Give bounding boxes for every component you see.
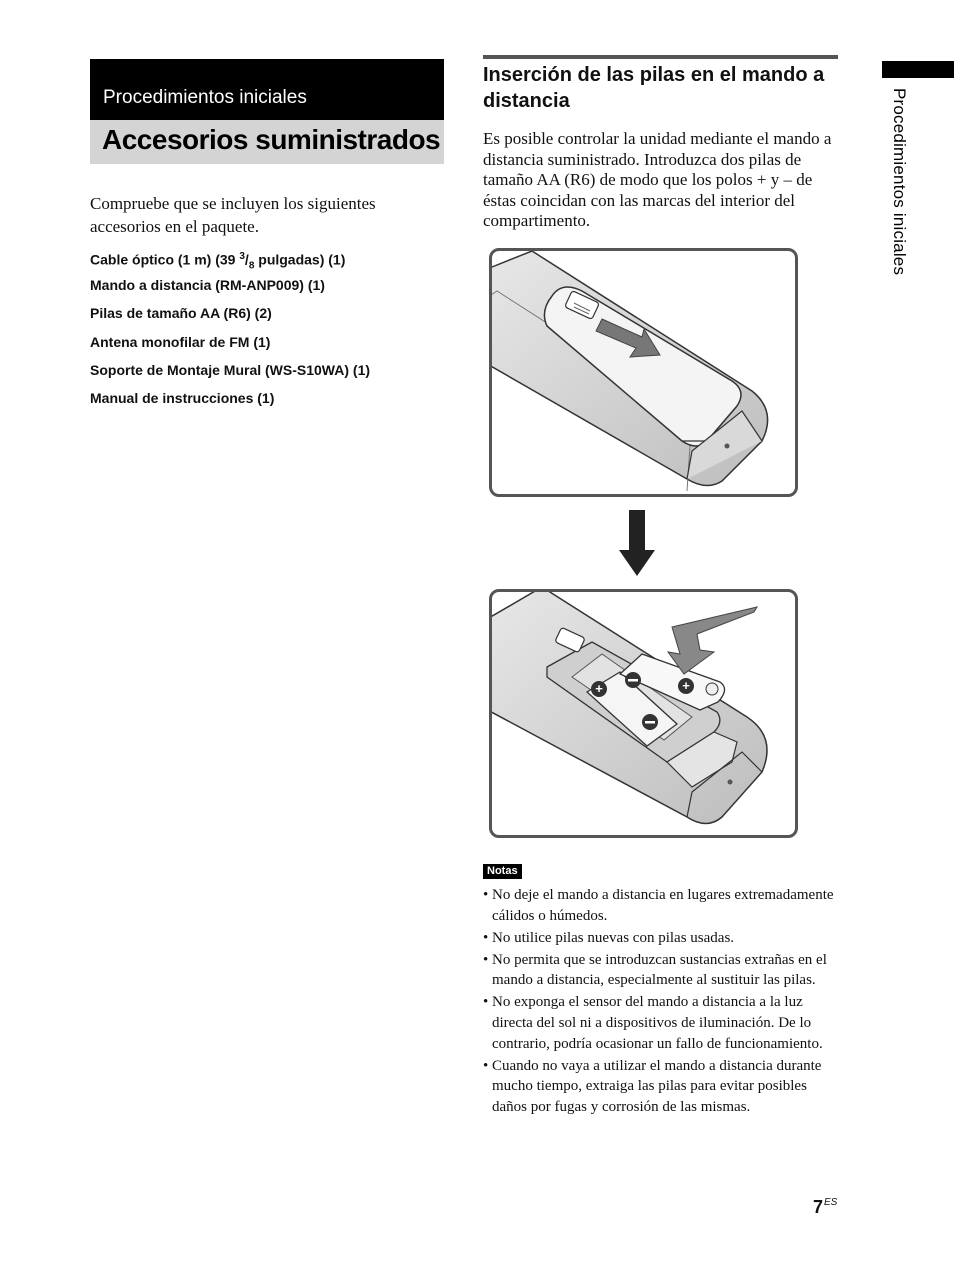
- intro-text: Compruebe que se incluyen los siguientes accesorios en el paquete.: [90, 194, 376, 236]
- figure-open-cover: [489, 248, 798, 497]
- page-title: Accesorios suministrados: [90, 120, 444, 164]
- list-item: Soporte de Montaje Mural (WS-S10WA) (1): [90, 361, 371, 378]
- page-number: $7^{ES}$: [813, 1197, 838, 1217]
- svg-text:+: +: [595, 681, 603, 696]
- notes-label: Notas: [483, 864, 522, 879]
- remote-illustration: [492, 592, 795, 835]
- list-item: • No utilice pilas nuevas con pilas usadas.: [483, 928, 839, 949]
- side-section-label: Procedimientos iniciales: [890, 88, 909, 276]
- insert-arrow-icon: [668, 607, 757, 674]
- section-title: Inserción de las pilas en el mando a distancia: [483, 64, 825, 112]
- arrow-down-icon: [617, 510, 657, 578]
- list-item: Manual de instrucciones (1): [90, 389, 275, 406]
- list-item: Cable óptico (1 m) (39 $^3/_8$ pulgadas) (1): [90, 251, 346, 272]
- list-item: • No permita que se introduzcan sustancias extrañas en el mando a distancia, especialmente al sustituir las pilas.: [483, 950, 839, 991]
- notes-list: [483, 885, 839, 1119]
- list-item: Mando a distancia (RM-ANP009) (1): [90, 277, 325, 294]
- accessories-list: [90, 248, 370, 417]
- side-tab-marker: [882, 61, 954, 78]
- list-item: Pilas de tamaño AA (R6) (2): [90, 305, 272, 322]
- remote-illustration: [492, 251, 795, 494]
- section-banner: [90, 59, 444, 164]
- section-body: Es posible controlar la unidad mediante el mando a distancia suministrado. Introduzca dos pilas de tamaño AA (R6) de modo que los polos + y – de éstas coincidan con las marcas del interior del compartimento.: [483, 129, 832, 230]
- banner-section-name: Procedimientos iniciales: [90, 59, 444, 120]
- figure-insert-batteries: [489, 589, 798, 838]
- list-item: Antena monofilar de FM (1): [90, 333, 271, 350]
- section-rule: [483, 55, 838, 59]
- svg-text:+: +: [682, 678, 690, 693]
- list-item: • No exponga el sensor del mando a distancia a la luz directa del sol ni a dispositivos de iluminación. De lo contrario, podría ocasionar un fallo de funcionamiento.: [483, 992, 839, 1054]
- list-item: • Cuando no vaya a utilizar el mando a distancia durante mucho tiempo, extraiga las pilas para evitar posibles daños por fugas y corrosión de las mismas.: [483, 1056, 839, 1118]
- list-item: • No deje el mando a distancia en lugares extremadamente cálidos o húmedos.: [483, 885, 839, 926]
